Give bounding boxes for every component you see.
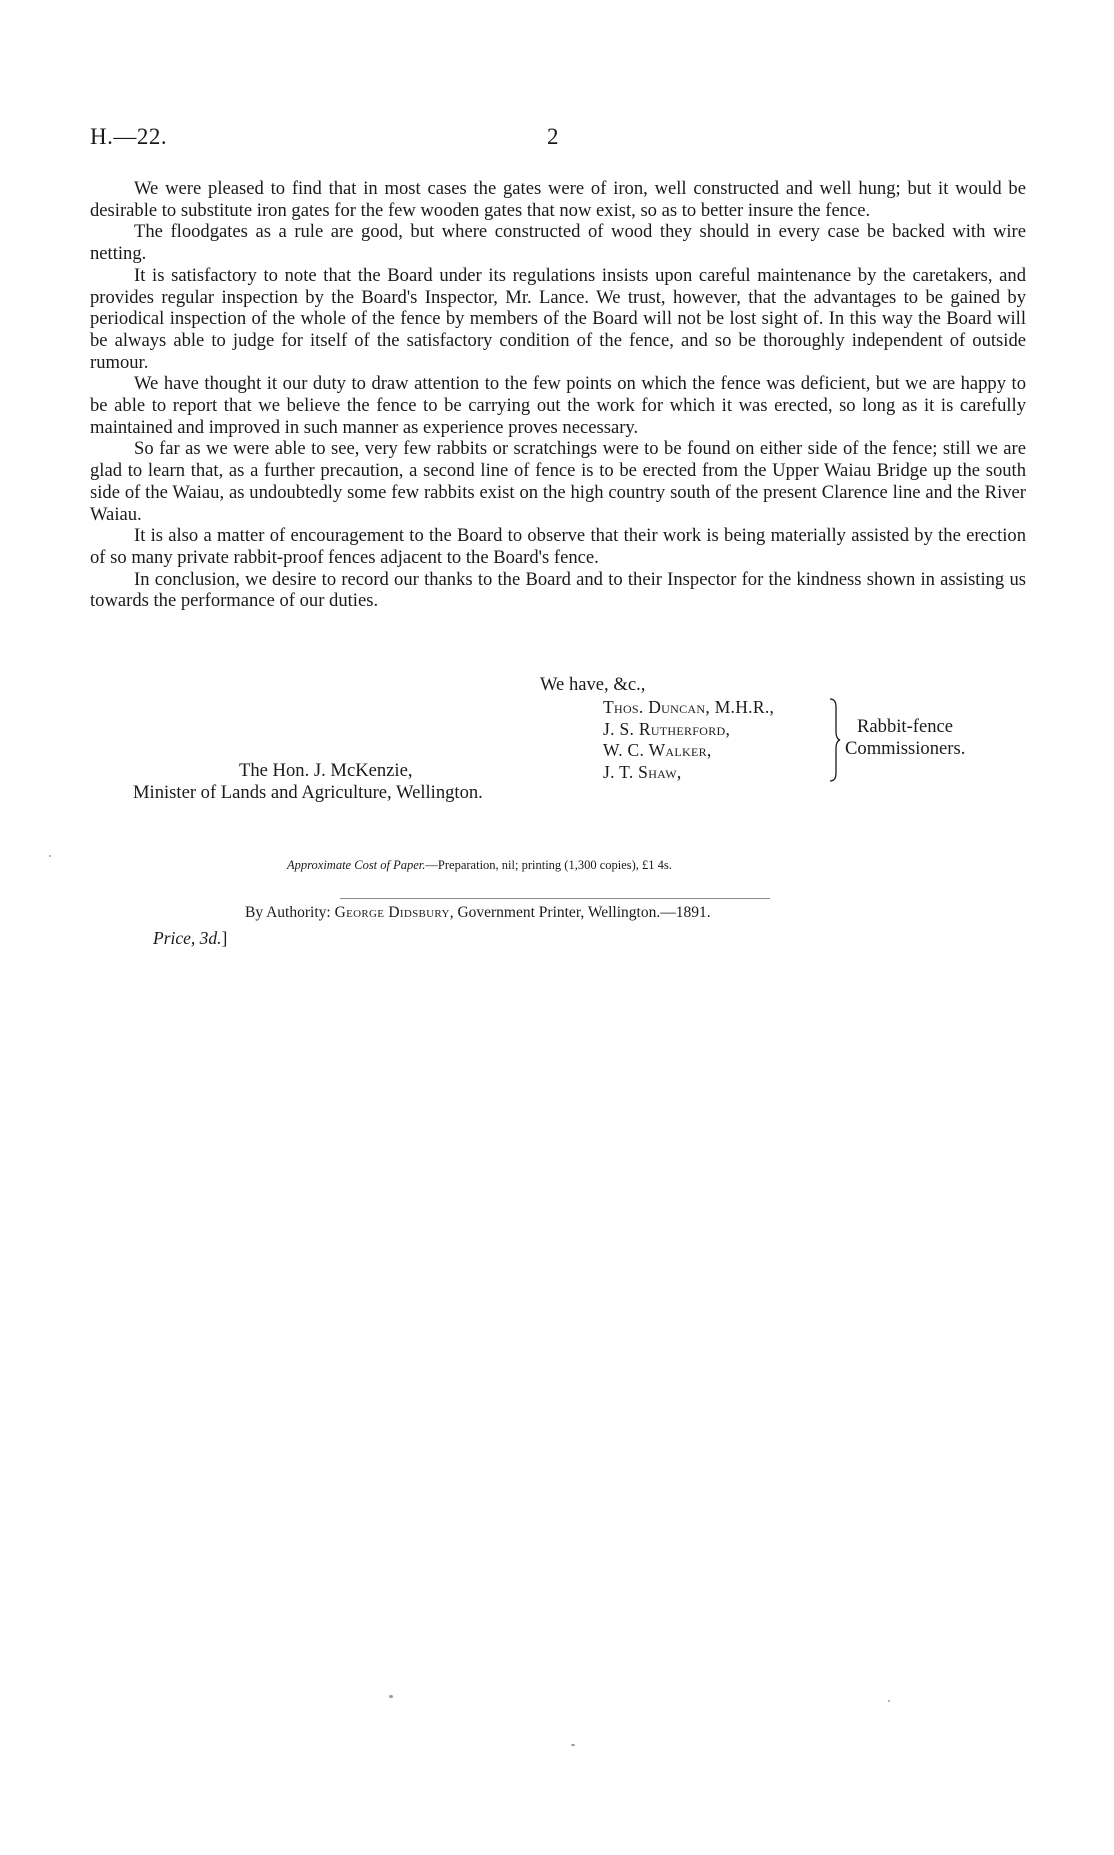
role-line: Rabbit-fence bbox=[857, 716, 954, 737]
signatory: J. T. Shaw, bbox=[603, 761, 682, 782]
signatory: Thos. Duncan, M.H.R., bbox=[603, 697, 775, 717]
report-body bbox=[90, 178, 1026, 612]
paragraph-floodgates: The floodgates as a rule are good, but where constructed of wood they should in every case be backed with wire netting. bbox=[90, 221, 1026, 265]
printer-imprint bbox=[245, 904, 711, 922]
printer-name: George Didsbury bbox=[334, 904, 450, 921]
price-bracket: ] bbox=[221, 928, 228, 948]
price-note bbox=[153, 928, 227, 949]
paragraph-maintenance: It is satisfactory to note that the Board under its regulations insists upon careful maintenance by the caretakers, and provides regular inspection by the Board's Inspector, Mr. Lance. We trust, however, that the advantages to be gained by periodical inspection of the whole of the fence by members of the Board will not be lost sight of. In this way the Board will be always able to judge for itself of the satisfactory condition of the fence, and so be thoroughly independent of outside rumour. bbox=[90, 264, 1026, 373]
paper-reference: H.—22. bbox=[90, 124, 168, 149]
paper-speck bbox=[888, 1700, 890, 1702]
imprint-prefix: By Authority: bbox=[245, 904, 335, 921]
divider bbox=[340, 898, 770, 899]
paragraph-private-fences: It is also a matter of encouragement to the Board to observe that their work is being materially assisted by the erection of so many private rabbit-proof fences adjacent to the Board's fence. bbox=[90, 525, 1026, 568]
signatory: J. S. Rutherford, bbox=[603, 718, 731, 739]
signatory-list bbox=[603, 697, 774, 783]
paper-speck bbox=[389, 1695, 393, 1698]
cost-note-text: —Preparation, nil; printing (1,300 copies), £1 4s. bbox=[425, 858, 672, 872]
paper-speck bbox=[49, 855, 51, 857]
paragraph-gates: We were pleased to find that in most cases the gates were of iron, well constructed and well hung; but it would be desirable to substitute iron gates for the few wooden gates that now exist, so as to better insure the fence. bbox=[90, 178, 1026, 221]
addressee bbox=[133, 760, 483, 804]
cost-note-label: Approximate Cost of Paper. bbox=[287, 858, 426, 872]
paragraph-rabbits: So far as we were able to see, very few rabbits or scratchings were to be found on either side of the fence; still we are glad to learn that, as a further precaution, a second line of fence is to be erected from the Upper Waiau Bridge up the south side of the Waiau, as undoubtedly some few rabbits exist on the high country south of the present Clarence line and the River Waiau. bbox=[90, 438, 1026, 525]
paragraph-conclusion: In conclusion, we desire to record our thanks to the Board and to their Inspector for the kindness shown in assisting us towards the performance of our duties. bbox=[90, 568, 1026, 612]
signatory: W. C. Walker, bbox=[603, 740, 712, 760]
paper-speck bbox=[571, 1744, 575, 1746]
signatory-role bbox=[845, 716, 965, 759]
addressee-name: The Hon. J. McKenzie, bbox=[239, 760, 413, 781]
price-label: Price, 3d. bbox=[153, 928, 222, 948]
addressee-title: Minister of Lands and Agriculture, Wellington. bbox=[133, 782, 483, 803]
role-line: Commissioners. bbox=[845, 737, 966, 759]
imprint-suffix: , Government Printer, Wellington.—1891. bbox=[449, 904, 711, 921]
page-number: 2 bbox=[547, 124, 559, 149]
cost-note bbox=[287, 858, 672, 873]
brace-icon bbox=[828, 697, 842, 783]
paragraph-deficiencies: We have thought it our duty to draw attention to the few points on which the fence was deficient, but we are happy to be able to report that we believe the fence to be carrying out the work for which it was erected, so long as it is carefully maintained and improved in such manner as experience proves necessary. bbox=[90, 373, 1026, 438]
closing-salutation: We have, &c., bbox=[540, 674, 646, 695]
